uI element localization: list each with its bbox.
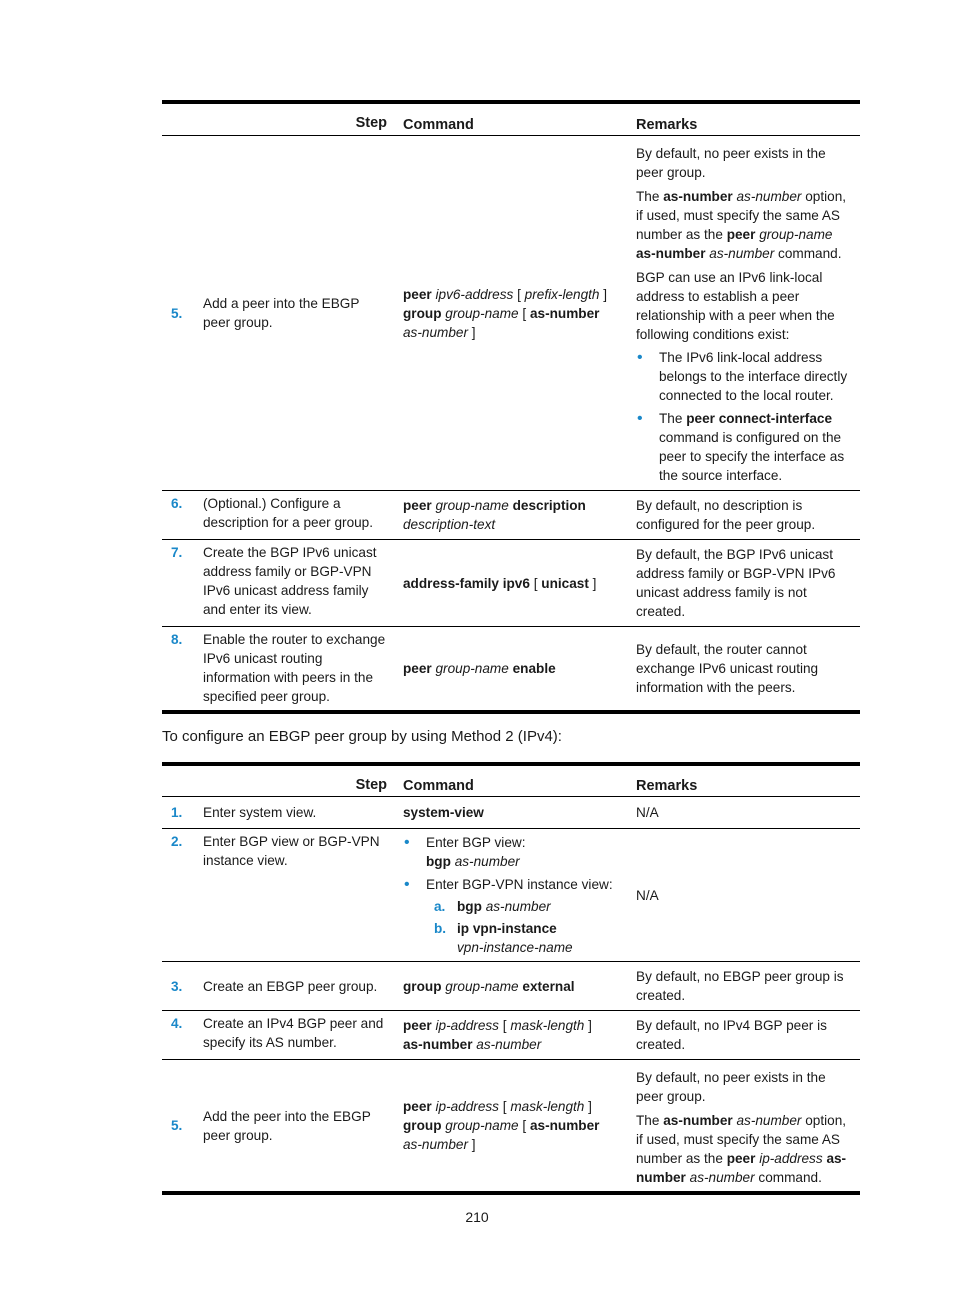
step-number: 5. bbox=[171, 305, 183, 321]
step-text: Enable the router to exchange IPv6 unicast routing information with peers in the specified peer group. bbox=[203, 632, 386, 704]
command-cell: peer ip-address [ mask-length ] as-number as-number bbox=[403, 1018, 592, 1052]
step-number: 4. bbox=[171, 1016, 183, 1031]
table-row bbox=[162, 961, 860, 1010]
remarks-cell: N/A bbox=[636, 887, 659, 903]
header-command: Command bbox=[403, 117, 474, 133]
table-row bbox=[162, 1059, 860, 1191]
bullet-item: • Enter BGP-VPN instance view: bbox=[403, 875, 622, 894]
step-number: 2. bbox=[171, 834, 183, 849]
step-text: Create an EBGP peer group. bbox=[203, 978, 378, 994]
table-row bbox=[162, 1010, 860, 1059]
table-row bbox=[162, 828, 860, 961]
remarks-cell: By default, no peer exists in the peer group. The as-number as-number option, if used, must specify the same AS number as the peer ip-address as-number as-number command. bbox=[636, 1070, 847, 1185]
command-cell: group group-name external bbox=[403, 978, 575, 994]
step-number: 3. bbox=[171, 978, 183, 994]
step-cell bbox=[162, 962, 395, 1010]
step-number: 8. bbox=[171, 632, 183, 647]
header-remarks: Remarks bbox=[636, 778, 698, 794]
step-number: 5. bbox=[171, 1118, 183, 1133]
step-cell bbox=[162, 540, 395, 626]
step-cell bbox=[162, 491, 395, 539]
command-cell: address-family ipv6 [ unicast ] bbox=[403, 575, 597, 591]
table-ebgp-ipv6-continued bbox=[162, 100, 860, 714]
command-cell: peer group-name description description-text bbox=[403, 498, 586, 532]
step-text: (Optional.) Configure a description for a peer group. bbox=[203, 496, 374, 530]
page-number: 210 bbox=[465, 1209, 489, 1225]
remarks-cell: By default, no EBGP peer group is created. bbox=[636, 969, 844, 1003]
table-row bbox=[162, 490, 860, 539]
step-cell bbox=[162, 627, 395, 710]
step-text: Enter system view. bbox=[203, 805, 317, 820]
table-ebgp-ipv4-method2 bbox=[162, 762, 860, 1195]
table-row bbox=[162, 136, 860, 490]
step-number: 7. bbox=[171, 545, 183, 560]
step-text: Create an IPv4 BGP peer and specify its AS number. bbox=[203, 1016, 384, 1050]
step-number: 6. bbox=[171, 496, 183, 511]
command-cell bbox=[395, 829, 628, 961]
table-row bbox=[162, 797, 860, 828]
command-cell: peer ipv6-address [ prefix-length ] group group-name [ as-number as-number ] bbox=[403, 286, 608, 340]
step-text: Add the peer into the EBGP peer group. bbox=[203, 1108, 371, 1143]
table-header bbox=[162, 766, 860, 797]
step-number: 1. bbox=[171, 805, 183, 820]
step-text: Create the BGP IPv6 unicast address family or BGP-VPN IPv6 unicast address family and enter its view. bbox=[203, 545, 377, 617]
table-header bbox=[162, 104, 860, 136]
header-step: Step bbox=[355, 115, 387, 131]
step-cell bbox=[162, 1011, 395, 1059]
sub-item: a. bgp as-number bbox=[434, 899, 551, 914]
table-row bbox=[162, 539, 860, 626]
step-cell bbox=[162, 136, 395, 490]
header-command: Command bbox=[403, 778, 474, 794]
step-text: Enter BGP view or BGP-VPN instance view. bbox=[203, 834, 380, 868]
step-cell bbox=[162, 829, 395, 961]
intro-text: To configure an EBGP peer group by using Method 2 (IPv4): bbox=[162, 728, 562, 745]
step-cell bbox=[162, 1060, 395, 1191]
remarks-cell: N/A bbox=[636, 805, 659, 820]
step-text: Add a peer into the EBGP peer group. bbox=[203, 296, 360, 330]
header-remarks: Remarks bbox=[636, 117, 698, 133]
bullet-item: • The IPv6 link-local address belongs to the interface directly connected to the local router. bbox=[636, 348, 854, 405]
remarks-cell: By default, no peer exists in the peer group. The as-number as-number option, if used, must specify the same AS number as the peer group-name as-number as-number command. BGP can use an IPv6 link-local address to establish a peer relationship with a peer when the following conditions exist: • The IPv6 link-local address belongs to the interface directly connected to the local router. • The peer connect-interface command is configured on the peer to specify the interface as the source interface. bbox=[628, 136, 860, 490]
step-cell bbox=[162, 797, 395, 828]
command-cell: peer group-name enable bbox=[403, 661, 556, 676]
table-row bbox=[162, 626, 860, 710]
bullet-item: • Enter BGP view: bgp as-number bbox=[403, 833, 622, 871]
remarks-cell: By default, no IPv4 BGP peer is created. bbox=[636, 1018, 827, 1052]
remarks-cell: By default, the router cannot exchange IPv6 unicast routing information with the peers. bbox=[636, 642, 819, 695]
remarks-cell: By default, no description is configured for the peer group. bbox=[636, 498, 816, 532]
bullet-item: • The peer connect-interface command is configured on the peer to specify the interface as the source interface. bbox=[636, 409, 854, 485]
header-step: Step bbox=[355, 776, 387, 793]
command-cell: peer ip-address [ mask-length ] group group-name [ as-number as-number ] bbox=[403, 1099, 600, 1152]
command-cell: system-view bbox=[403, 805, 484, 820]
remarks-cell: By default, the BGP IPv6 unicast address family or BGP-VPN IPv6 unicast address family is not created. bbox=[636, 547, 836, 619]
sub-item: b. ip vpn-instance vpn-instance-name bbox=[434, 921, 573, 955]
